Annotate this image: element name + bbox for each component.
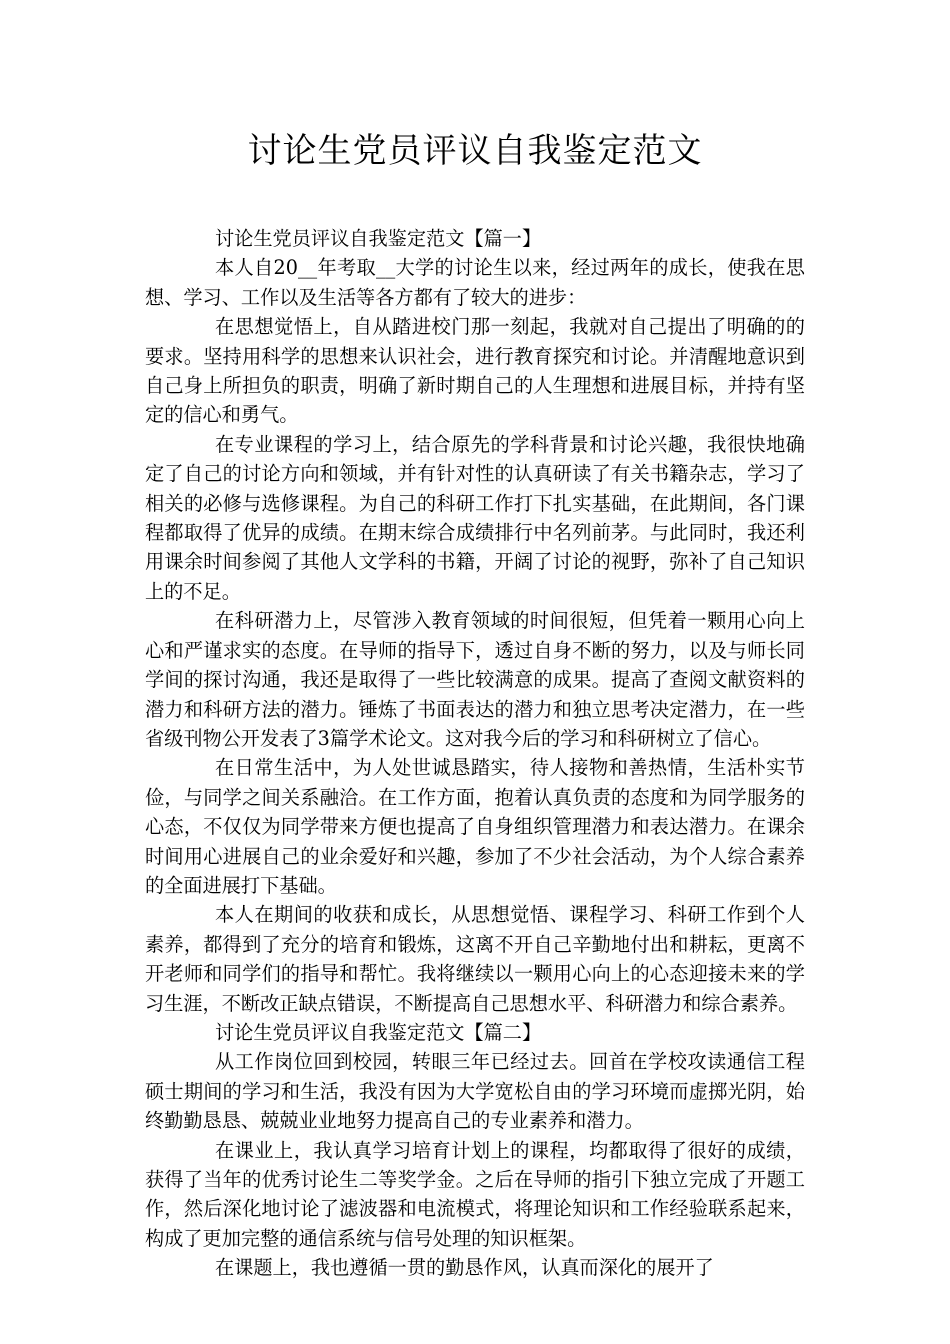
body-paragraph: 在课业上，我认真学习培育计划上的课程，均都取得了很好的成绩，获得了当年的优秀讨论生二等奖学金。之后在导师的指引下独立完成了开题工作，然后深化地讨论了滤波器和电流模式，将理论知识和工作经验联系起来，构成了更加完整的通信系统与信号处理的知识框架。 (145, 1138, 805, 1250)
body-paragraph: 本人在期间的收获和成长，从思想觉悟、课程学习、科研工作到个人素养，都得到了充分的培育和锻炼，这离不开自己辛勤地付出和耕耘，更离不开老师和同学们的指导和帮忙。我将继续以一颗用心向上的心态迎接未来的学习生涯，不断改正缺点错误，不断提高自己思想水平、科研潜力和综合素养。 (145, 903, 805, 1015)
body-paragraph: 在课题上，我也遵循一贯的勤恳作风，认真而深化的展开了 (215, 1256, 714, 1280)
body-paragraph: 从工作岗位回到校园，转眼三年已经过去。回首在学校攻读通信工程硕士期间的学习和生活，我没有因为大学宽松自由的学习环境而虚掷光阴，始终勤勤恳恳、兢兢业业地努力提高自己的专业素养和潜力。 (145, 1050, 805, 1133)
section-heading: 讨论生党员评议自我鉴定范文【篇二】 (215, 1020, 542, 1044)
body-paragraph: 在思想觉悟上，自从踏进校门那一刻起，我就对自己提出了明确的的要求。坚持用科学的思想来认识社会，进行教育探究和讨论。并清醒地意识到自己身上所担负的职责，明确了新时期自己的人生理想和进展目标，并持有坚定的信心和勇气。 (145, 315, 805, 427)
section-heading: 讨论生党员评议自我鉴定范文【篇一】 (215, 227, 542, 250)
document-body (145, 224, 805, 1283)
body-paragraph: 本人自20__年考取__大学的讨论生以来，经过两年的成长，使我在思想、学习、工作以及生活等各方都有了较大的进步： (145, 256, 805, 309)
body-paragraph: 在日常生活中，为人处世诚恳踏实，待人接物和善热情，生活朴实节俭，与同学之间关系融洽。在工作方面，抱着认真负责的态度和为同学服务的心态，不仅仅为同学带来方便也提高了自身组织管理潜力和表达潜力。在课余时间用心进展自己的业余爱好和兴趣，参加了不少社会活动，为个人综合素养的全面进展打下基础。 (145, 756, 805, 897)
body-paragraph: 在科研潜力上，尽管涉入教育领域的时间很短，但凭着一颗用心向上心和严谨求实的态度。在导师的指导下，透过自身不断的努力，以及与师长同学间的探讨沟通，我还是取得了一些比较满意的成果。提高了查阅文献资料的潜力和科研方法的潜力。锤炼了书面表达的潜力和独立思考决定潜力，在一些省级刊物公开发表了3篇学术论文。这对我今后的学习和科研树立了信心。 (145, 609, 805, 750)
body-paragraph: 在专业课程的学习上，结合原先的学科背景和讨论兴趣，我很快地确定了自己的讨论方向和领域，并有针对性的认真研读了有关书籍杂志，学习了相关的必修与选修课程。为自己的科研工作打下扎实基础，在此期间，各门课程都取得了优异的成绩。在期末综合成绩排行中名列前茅。与此同时，我还利用课余时间参阅了其他人文学科的书籍，开阔了讨论的视野，弥补了自己知识上的不足。 (145, 432, 805, 603)
document-title: 讨论生党员评议自我鉴定范文 (247, 131, 703, 171)
